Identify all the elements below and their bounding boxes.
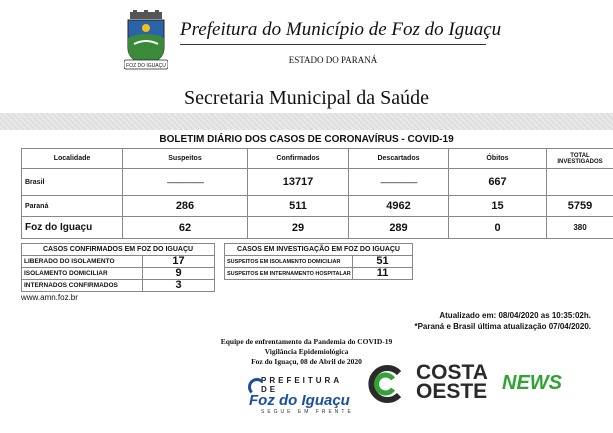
logo-text: PREFEITURA DE (261, 376, 342, 394)
logo-text: OESTE (416, 380, 488, 403)
row-suspeitos: 286 (123, 196, 248, 217)
investigation-label: SUSPEITOS EM ISOLAMENTO DOMICILIAR (225, 256, 353, 268)
col-header: Descartados (349, 149, 449, 169)
row-obitos: 0 (449, 217, 547, 239)
confirmed-value: 17 (143, 256, 215, 268)
table-row (22, 217, 613, 239)
col-header: Óbitos (449, 149, 547, 169)
confirmed-value: 3 (143, 280, 215, 292)
investigation-foz-title: CASOS EM INVESTIGAÇÃO EM FOZ DO IGUAÇU (225, 244, 413, 256)
team-line: Foz do Iguaçu, 08 de Abril de 2020 (251, 357, 362, 366)
logo-text: SEGUE EM FRENTE (261, 409, 354, 415)
row-descartados: 289 (349, 217, 449, 239)
confirmed-label: LIBERADO DO ISOLAMENTO (22, 256, 143, 268)
costa-oeste-logo (362, 360, 592, 410)
header (0, 0, 613, 82)
update-line: Atualizado em: 08/04/2020 as 10:35:02h. (439, 311, 591, 320)
bulletin-title: BOLETIM DIÁRIO DOS CASOS DE CORONAVÍRUS - COVID-19 (159, 134, 454, 145)
table-row (22, 169, 613, 196)
team-line: Equipe de enfrentamento da Pandemia do COVID-19 (220, 337, 393, 346)
row-localidade: Paraná (22, 196, 123, 217)
investigation-value: 51 (353, 256, 413, 268)
confirmed-foz-title: CASOS CONFIRMADOS EM FOZ DO IGUAÇU (22, 244, 215, 256)
logo-text: COSTA (416, 361, 488, 384)
table-row (225, 256, 413, 268)
logo-text: Foz do Iguaçu (249, 392, 350, 409)
estado-subtitle: ESTADO DO PARANÁ (288, 55, 378, 65)
table-row (22, 256, 215, 268)
row-confirmados: 13717 (248, 169, 349, 196)
row-localidade: Foz do Iguaçu (22, 217, 123, 239)
row-confirmados: 29 (248, 217, 349, 239)
confirmed-value: 9 (143, 268, 215, 280)
row-localidade: Brasil (22, 169, 123, 196)
title-divider (180, 44, 486, 45)
row-total (547, 169, 613, 196)
costa-oeste-mark-icon (365, 363, 407, 405)
col-header: Localidade (22, 149, 123, 169)
row-obitos: 667 (449, 169, 547, 196)
news-text: NEWS (502, 372, 562, 394)
row-total: 5759 (547, 196, 613, 217)
table-row (22, 280, 215, 292)
svg-text:FOZ DO IGUAÇU: FOZ DO IGUAÇU (126, 63, 166, 69)
prefeitura-logo (246, 376, 356, 428)
team-line: Vigilância Epidemiológica (264, 347, 349, 356)
table-row (22, 268, 215, 280)
row-total: 380 (547, 217, 613, 239)
row-descartados: ---------------------- (349, 169, 449, 196)
secretaria-title: Secretaria Municipal da Saúde (184, 87, 429, 109)
row-suspeitos: 62 (123, 217, 248, 239)
city-crest-icon (124, 10, 168, 72)
confirmed-label: ISOLAMENTO DOMICILIAR (22, 268, 143, 280)
table-row (225, 268, 413, 280)
row-confirmados: 511 (248, 196, 349, 217)
investigation-label: SUSPEITOS EM INTERNAMENTO HOSPITALAR (225, 268, 353, 280)
update-note: *Paraná e Brasil última atualização 07/04/2020. (414, 322, 591, 331)
investigation-value: 11 (353, 268, 413, 280)
col-header: TOTAL INVESTIGADOS (547, 149, 613, 169)
update-info (414, 310, 591, 332)
table-row (22, 196, 613, 217)
row-suspeitos: ---------------------- (123, 169, 248, 196)
arc-icon (248, 378, 266, 396)
col-header: Confirmados (248, 149, 349, 169)
col-header: Suspeitos (123, 149, 248, 169)
website-link[interactable]: www.amn.foz.br (21, 293, 78, 302)
table-header-row (22, 149, 613, 169)
prefeitura-title: Prefeitura do Município de Foz do Iguaçu (180, 19, 502, 40)
confirmed-label: INTERNADOS CONFIRMADOS (22, 280, 143, 292)
confirmed-foz-table (21, 243, 215, 292)
row-obitos: 15 (449, 196, 547, 217)
row-descartados: 4962 (349, 196, 449, 217)
costa-oeste-text (416, 363, 488, 401)
covid-table (21, 148, 613, 239)
investigation-foz-table (224, 243, 413, 280)
